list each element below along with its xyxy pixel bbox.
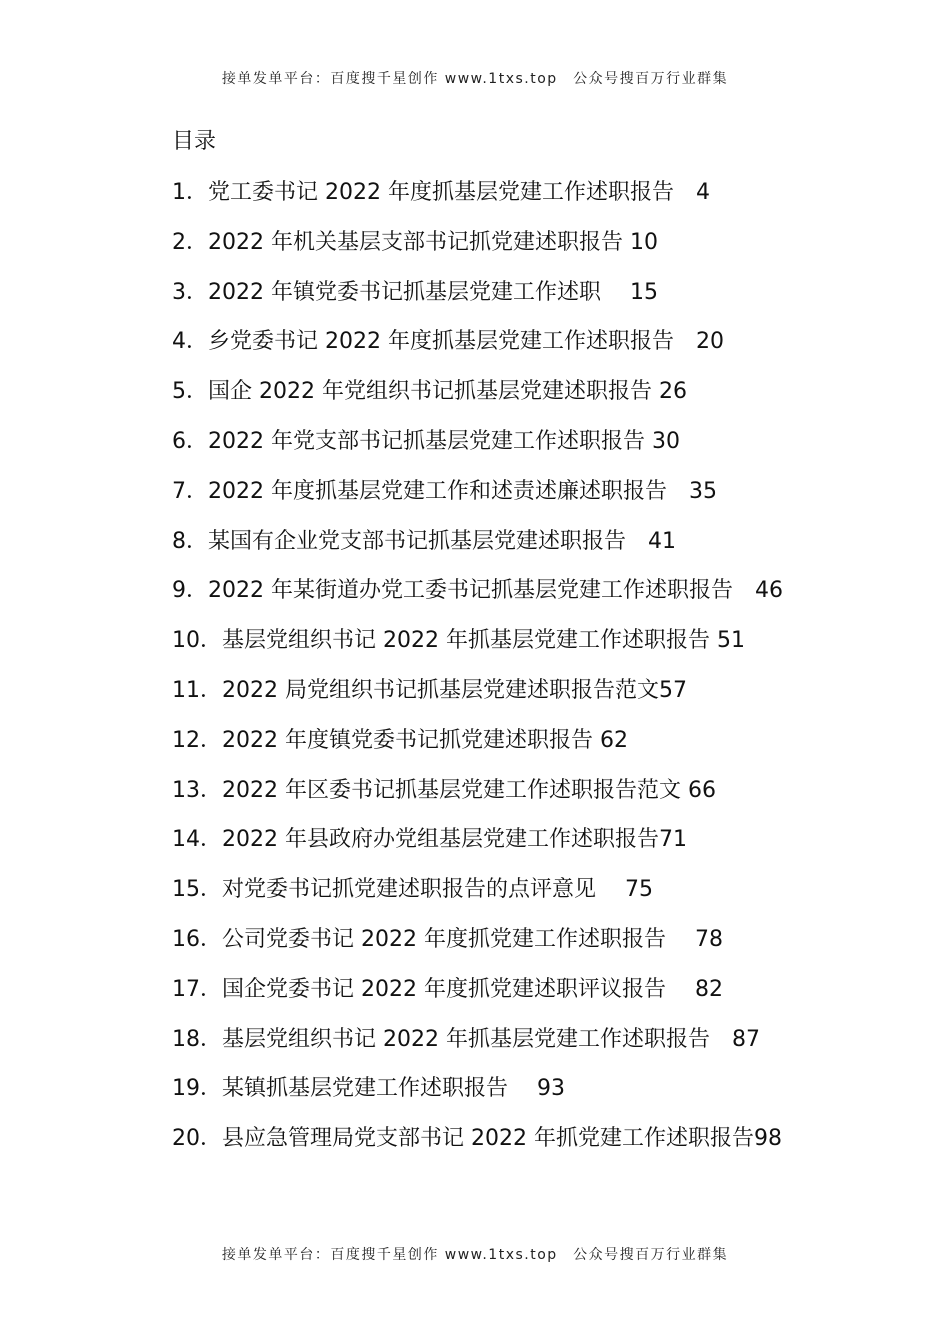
toc-item-number: 4． [172, 329, 208, 355]
toc-item-number: 17． [172, 976, 222, 1002]
toc-title: 目录 [172, 129, 217, 154]
toc-item[interactable] [172, 1015, 892, 1065]
toc-item-page: 62 [592, 727, 628, 753]
toc-item-title: 2022 年党支部书记抓基层党建工作述职报告 [208, 428, 645, 454]
toc-item-page: 78 [665, 926, 723, 952]
toc-item-number: 19． [172, 1076, 222, 1102]
toc-item[interactable] [172, 1064, 892, 1114]
toc-item-number: 7． [172, 478, 208, 504]
toc-item-title: 党工委书记 2022 年度抓基层党建工作述职报告 [208, 180, 674, 205]
toc-item-title: 2022 年度抓基层党建工作和述责述廉述职报告 [208, 478, 667, 504]
toc-item[interactable] [172, 367, 892, 417]
toc-item[interactable] [172, 168, 892, 218]
toc-list [172, 168, 892, 1164]
toc-item-page: 66 [680, 777, 716, 803]
toc-item-title: 2022 年机关基层支部书记抓党建述职报告 [208, 229, 623, 255]
toc-item-number: 15． [172, 877, 222, 903]
toc-item[interactable] [172, 666, 892, 716]
toc-item-number: 12． [172, 727, 222, 753]
toc-item-number: 9． [172, 578, 208, 604]
toc-item-number: 20． [172, 1126, 222, 1152]
toc-item-number: 6． [172, 428, 208, 454]
toc-item-page: 35 [666, 478, 717, 504]
toc-item[interactable] [172, 915, 892, 965]
toc-item-number: 18． [172, 1026, 222, 1052]
toc-item-page: 82 [665, 976, 723, 1002]
toc-item[interactable] [172, 467, 892, 517]
toc-item[interactable] [172, 616, 892, 666]
toc-item[interactable] [172, 716, 892, 766]
page-footer: 接单发单平台：百度搜千星创作 www.1txs.top 公众号搜百万行业群集 [221, 1247, 729, 1263]
toc-item[interactable] [172, 865, 892, 915]
toc-item-title: 2022 年县政府办党组基层党建工作述职报告 [222, 827, 659, 853]
toc-item-number: 2． [172, 229, 208, 255]
toc-item-title: 公司党委书记 2022 年度抓党建工作述职报告 [222, 926, 666, 952]
toc-item-number: 8． [172, 528, 208, 554]
toc-item-page: 26 [651, 379, 687, 405]
toc-item-number: 5． [172, 379, 208, 405]
toc-item-page: 20 [673, 329, 724, 355]
toc-item-title: 2022 局党组织书记抓基层党建述职报告范文 [222, 677, 659, 703]
toc-item[interactable] [172, 965, 892, 1015]
toc-item-title: 基层党组织书记 2022 年抓基层党建工作述职报告 [222, 1026, 710, 1052]
toc-item[interactable] [172, 517, 892, 567]
toc-item-page: 87 [709, 1026, 760, 1052]
toc-item-page: 4 [673, 180, 710, 205]
toc-item-title: 某镇抓基层党建工作述职报告 [222, 1076, 509, 1102]
toc-item[interactable] [172, 268, 892, 318]
toc-item-number: 16． [172, 926, 222, 952]
toc-item-page: 57 [658, 677, 687, 703]
toc-item[interactable] [172, 218, 892, 268]
toc-item-page: 41 [626, 528, 677, 554]
toc-item[interactable] [172, 417, 892, 467]
page-header: 接单发单平台：百度搜千星创作 www.1txs.top 公众号搜百万行业群集 [221, 71, 729, 87]
toc-item-number: 3． [172, 279, 208, 305]
toc-item-number: 11． [172, 677, 222, 703]
toc-item-title: 对党委书记抓党建述职报告的点评意见 [222, 877, 597, 903]
toc-item-title: 某国有企业党支部书记抓基层党建述职报告 [208, 528, 627, 554]
toc-item-title: 县应急管理局党支部书记 2022 年抓党建工作述职报告 [222, 1126, 754, 1152]
toc-item-page: 98 [753, 1126, 782, 1152]
toc-item[interactable] [172, 317, 892, 367]
toc-item-title: 国企党委书记 2022 年度抓党建述职评议报告 [222, 976, 666, 1002]
toc-item-page: 30 [644, 428, 680, 454]
toc-item-page: 15 [600, 279, 658, 305]
toc-item-title: 国企 2022 年党组织书记抓基层党建述职报告 [208, 379, 652, 405]
toc-item-page: 51 [709, 628, 745, 654]
toc-item-title: 乡党委书记 2022 年度抓基层党建工作述职报告 [208, 329, 674, 355]
toc-item-page: 10 [622, 229, 658, 255]
toc-item[interactable] [172, 1114, 892, 1164]
toc-item-page: 71 [658, 827, 687, 853]
toc-item-number: 10． [172, 628, 222, 654]
toc-item-number: 14． [172, 827, 222, 853]
toc-item-page: 75 [596, 877, 654, 903]
toc-item-number: 13． [172, 777, 222, 803]
toc-item-title: 2022 年镇党委书记抓基层党建工作述职 [208, 279, 601, 305]
toc-item-title: 基层党组织书记 2022 年抓基层党建工作述职报告 [222, 628, 710, 654]
toc-item[interactable] [172, 766, 892, 816]
toc-item-number: 1． [172, 180, 208, 205]
toc-item[interactable] [172, 815, 892, 865]
toc-item-title: 2022 年度镇党委书记抓党建述职报告 [222, 727, 593, 753]
toc-item-title: 2022 年某街道办党工委书记抓基层党建工作述职报告 [208, 578, 733, 604]
toc-item-page: 46 [732, 578, 783, 604]
toc-item-page: 93 [508, 1076, 566, 1102]
toc-item[interactable] [172, 566, 892, 616]
toc-item-title: 2022 年区委书记抓基层党建工作述职报告范文 [222, 777, 681, 803]
